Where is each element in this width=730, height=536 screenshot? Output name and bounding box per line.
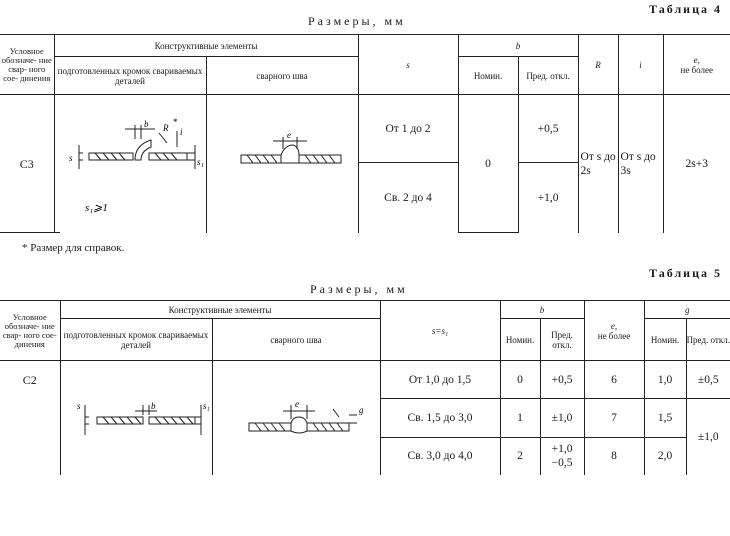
t5-row3-g-nom: 2,0 bbox=[644, 437, 686, 475]
t5-label-b: b bbox=[151, 401, 156, 411]
footnote: * Размер для справок. bbox=[22, 242, 125, 254]
t4-header-b-tolerance: Пред. откл. bbox=[518, 57, 578, 95]
t4-R: От s до 2s bbox=[578, 95, 618, 233]
t4-drawing-prepared bbox=[54, 95, 206, 233]
t5-header-g-tolerance: Пред. откл. bbox=[686, 319, 730, 361]
t5-header-b-nominal: Номин. bbox=[500, 319, 540, 361]
t5-prepared-edges-drawing bbox=[61, 361, 211, 473]
table4 bbox=[0, 34, 730, 233]
t5-header-s: s=s₁ bbox=[380, 301, 500, 361]
t4-weld-label-e: e bbox=[287, 129, 291, 140]
t4-drawing-weld bbox=[206, 95, 358, 233]
t4-header-e bbox=[663, 35, 730, 95]
t5-row2-g-nom: 1,5 bbox=[644, 399, 686, 438]
t4-label-b: b bbox=[144, 118, 149, 129]
t5-header-g-nominal: Номин. bbox=[644, 319, 686, 361]
t5-row3-s: Св. 3,0 до 4,0 bbox=[380, 437, 500, 475]
t5-row1-g-tol: ±0,5 bbox=[686, 361, 730, 399]
t5-header-b: b bbox=[500, 301, 584, 319]
t5-row2-e: 7 bbox=[584, 399, 644, 438]
t5-header-prepared-edges: подготовленных кромок свариваемых деталей bbox=[60, 319, 212, 361]
t4-header-weld: сварного шва bbox=[206, 57, 358, 95]
table5-label: Таблица 5 bbox=[649, 266, 722, 280]
t5-header-constructive: Конструктивные элементы bbox=[60, 301, 380, 319]
t5-weld-label-e: e bbox=[295, 399, 299, 409]
t5-row2-b-tol: ±1,0 bbox=[540, 399, 584, 438]
t4-header-s: s bbox=[358, 35, 458, 95]
t5-header-weld: сварного шва bbox=[212, 319, 380, 361]
t5-row1-e: 6 bbox=[584, 361, 644, 399]
t5-header-b-tolerance: Пред. откл. bbox=[540, 319, 584, 361]
t5-designation: С2 bbox=[0, 361, 60, 476]
t4-s-range2: Св. 2 до 4 bbox=[358, 163, 458, 233]
t5-weld-drawing bbox=[213, 361, 379, 473]
t5-drawing-prepared bbox=[60, 361, 212, 476]
t4-header-constructive: Конструктивные элементы bbox=[54, 35, 358, 57]
t5-row1-b-nom: 0 bbox=[500, 361, 540, 399]
t5-row2-g-tol: ±1,0 bbox=[686, 399, 730, 476]
t4-label-s1: s₁ bbox=[197, 156, 204, 167]
t4-header-b: b bbox=[458, 35, 578, 57]
t4-b-tol1: +0,5 bbox=[518, 95, 578, 163]
t5-label-s1: s₁ bbox=[203, 401, 210, 411]
t4-designation: С3 bbox=[0, 95, 54, 233]
t5-row1-s: От 1,0 до 1,5 bbox=[380, 361, 500, 399]
t4-weld-drawing bbox=[207, 99, 357, 227]
t5-e-symbol: e, bbox=[610, 320, 618, 331]
footnote-rule bbox=[0, 232, 60, 233]
t4-s-range1: От 1 до 2 bbox=[358, 95, 458, 163]
t5-header-g: g bbox=[644, 301, 730, 319]
t5-drawing-weld bbox=[212, 361, 380, 476]
table5-caption: Размеры, мм bbox=[310, 282, 408, 296]
t5-row3-b-tol: +1,0 −0,5 bbox=[540, 437, 584, 475]
t4-header-prepared-edges: подготовленных кромок свариваемых деталей bbox=[54, 57, 206, 95]
t4-header-i: i bbox=[618, 35, 663, 95]
t5-row1-g-nom: 1,0 bbox=[644, 361, 686, 399]
t4-header-b-nominal: Номин. bbox=[458, 57, 518, 95]
table5 bbox=[0, 300, 730, 475]
t4-weld-left-plate bbox=[241, 155, 281, 163]
t4-i: От s до 3s bbox=[618, 95, 663, 233]
t4-label-condition: s₁⩾1 bbox=[85, 201, 108, 214]
t5-row2-s: Св. 1,5 до 3,0 bbox=[380, 399, 500, 438]
t4-e-max: не более bbox=[680, 64, 714, 75]
t4-prepared-edges-drawing bbox=[55, 99, 205, 227]
table4-caption: Размеры, мм bbox=[308, 14, 406, 28]
t5-weld-label-g: g bbox=[359, 405, 364, 415]
t5-row3-b-nom: 2 bbox=[500, 437, 540, 475]
t5-row2-b-nom: 1 bbox=[500, 399, 540, 438]
t4-weld-bead bbox=[281, 145, 299, 163]
t5-label-s: s bbox=[77, 401, 81, 411]
t4-e-symbol: e, bbox=[693, 54, 700, 65]
t4-header-R: R bbox=[578, 35, 618, 95]
t4-b-tol2: +1,0 bbox=[518, 163, 578, 233]
table4-label: Таблица 4 bbox=[649, 2, 722, 16]
t4-b-nominal: 0 bbox=[458, 95, 518, 233]
t5-header-designation: Условное обозначе- ние свар- ного сое- динения bbox=[0, 301, 60, 361]
t5-e-max: не более bbox=[597, 330, 631, 341]
t5-weld-bead bbox=[291, 417, 307, 433]
t4-label-s: s bbox=[69, 152, 73, 163]
t5-row3-e: 8 bbox=[584, 437, 644, 475]
t4-label-R: R bbox=[163, 122, 169, 133]
t4-label-i: i bbox=[180, 126, 183, 137]
t4-e: 2s+3 bbox=[663, 95, 730, 233]
t5-header-e bbox=[584, 301, 644, 361]
t4-label-star: * bbox=[173, 116, 178, 127]
t4-header-designation: Условное обозначе- ние свар- ного сое- динения bbox=[0, 35, 54, 95]
t5-row1-b-tol: +0,5 bbox=[540, 361, 584, 399]
